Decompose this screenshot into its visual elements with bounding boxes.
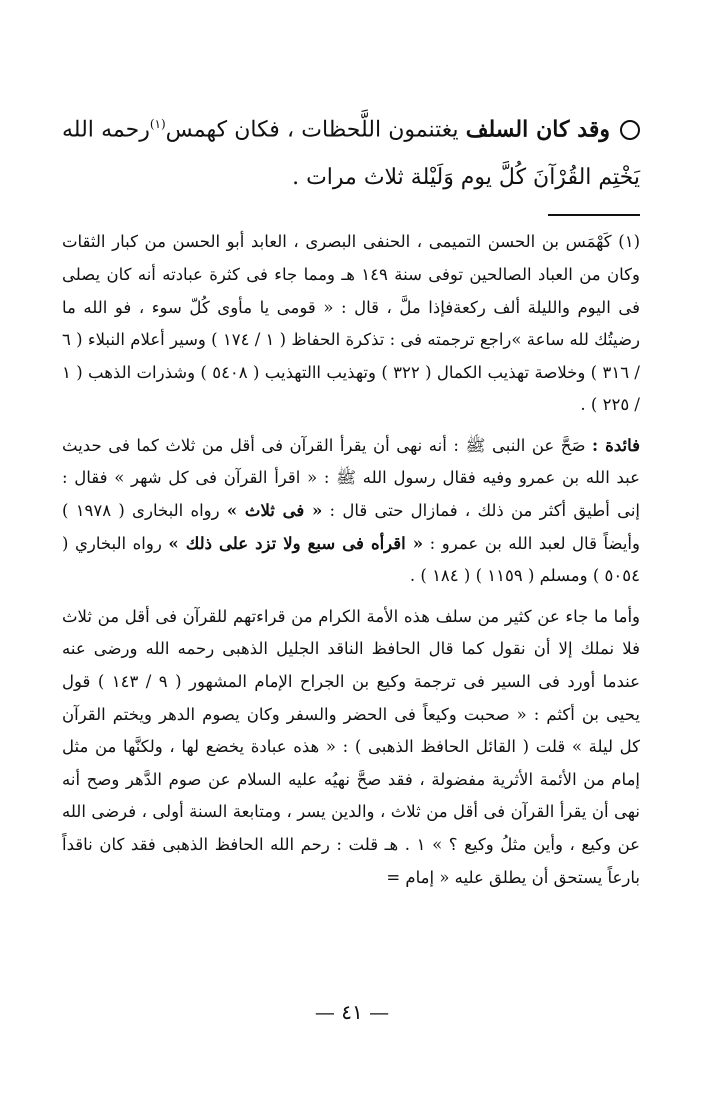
body-paragraph: وأما ما جاء عن كثير من سلف هذه الأمة الكرام من قراءتهم للقرآن فى أقل من ثلاث فلا نملك إلا أن نقول كما قال الحافظ الناقد الجليل الذهبى رحمه الله ورضى عنه عندما أورد فى السير فى ترجمة وكيع بن الجراح الإمام المشهور ( ٩ / ١٤٣ ) قول يحيى بن أكثم : « صحبت وكيعاً فى الحضر والسفر وكان يصوم الدهر ويختم القرآن كل ليلة » قلت ( القائل الحافظ الذهبى ) : « هذه عبادة يخضع لها ، ولكنَّها من مثل إمام من الأئمة الأثرية مفضولة ، فقد صحَّ نهيُه عليه السلام عن صوم الدَّهر وصح أنه نهى أن يقرأ القرآن فى أقل من ثلاث ، والدين يسر ، ومتابعة السنة أولى ، فرضى الله عن وكيع ، وأين مثلُ وكيع ؟ » ١ . هـ قلت : رحم الله الحافظ الذهبى فقد كان ناقداً بارعاً يستحق أن يطلق عليه « إمام = [62, 606, 640, 887]
page-number: — ٤١ — [314, 1000, 390, 1024]
page-content [62, 100, 640, 902]
benefit-text-1: صَحَّ عن النبى ﷺ : أنه نهى أن يقرأ القرآن فى أقل من ثلاث كما فى حديث عبد الله بن عمرو وفيه فقال رسول الله ﷺ : « اقرأ القرآن فى كل شهر » فقال : إنى أطيق أكثر من ذلك ، فمازال حتى قال : [62, 435, 641, 521]
footnote-marker: (١) [149, 117, 166, 131]
benefit-bold-2: « اقرأه فى سبع ولا تزد على ذلك » [168, 533, 424, 553]
circle-bullet-icon [620, 120, 640, 140]
main-text-part-1: يغتنمون اللَّحظات ، فكان كهمس [165, 117, 466, 143]
footnote-divider [62, 202, 640, 226]
main-paragraph [62, 100, 640, 202]
benefit-label: فائدة : [592, 435, 640, 455]
main-text-part-2: رحمه الله يَخْتِم القُرْآنَ كُلَّ يوم وَلَيْلة ثلاث مرات . [62, 117, 640, 191]
benefit-bold-1: « فى ثلاث » [226, 501, 323, 521]
benefit-text-2: رواه البخارى ( ١٩٧٨ ) وأيضاً قال لعبد الله بن عمرو : [62, 501, 640, 553]
benefit-text-3: رواه البخاري ( ٥٠٥٤ ) ومسلم ( ١١٥٩ ) ( ١٨٤ ) . [62, 533, 640, 586]
benefit-paragraph [62, 430, 640, 593]
footnote-text: (١) كَهْمَس بن الحسن التميمى ، الحنفى البصرى ، العابد أبو الحسن من كبار الثقات وكان من العباد الصالحين توفى سنة ١٤٩ هـ ومما جاء فى كثرة عبادته أنه كان يصلى فى اليوم والليلة ألف ركعةفإذا ملَّ ، قال : « قومى يا مأوى كُلّ سوء ، فو الله ما رضيتُك لله ساعة »راجع ترجمته فى : تذكرة الحفاظ ( ١ / ١٧٤ ) وسير أعلام النبلاء ( ٦ / ٣١٦ ) وخلاصة تهذيب الكمال ( ٣٢٢ ) وتهذيب االتهذيب ( ٥٤٠٨ ) وشذرات الذهب ( ١ / ٢٢٥ ) . [62, 232, 640, 415]
main-lead-bold: وقد كان السلف [465, 116, 610, 143]
